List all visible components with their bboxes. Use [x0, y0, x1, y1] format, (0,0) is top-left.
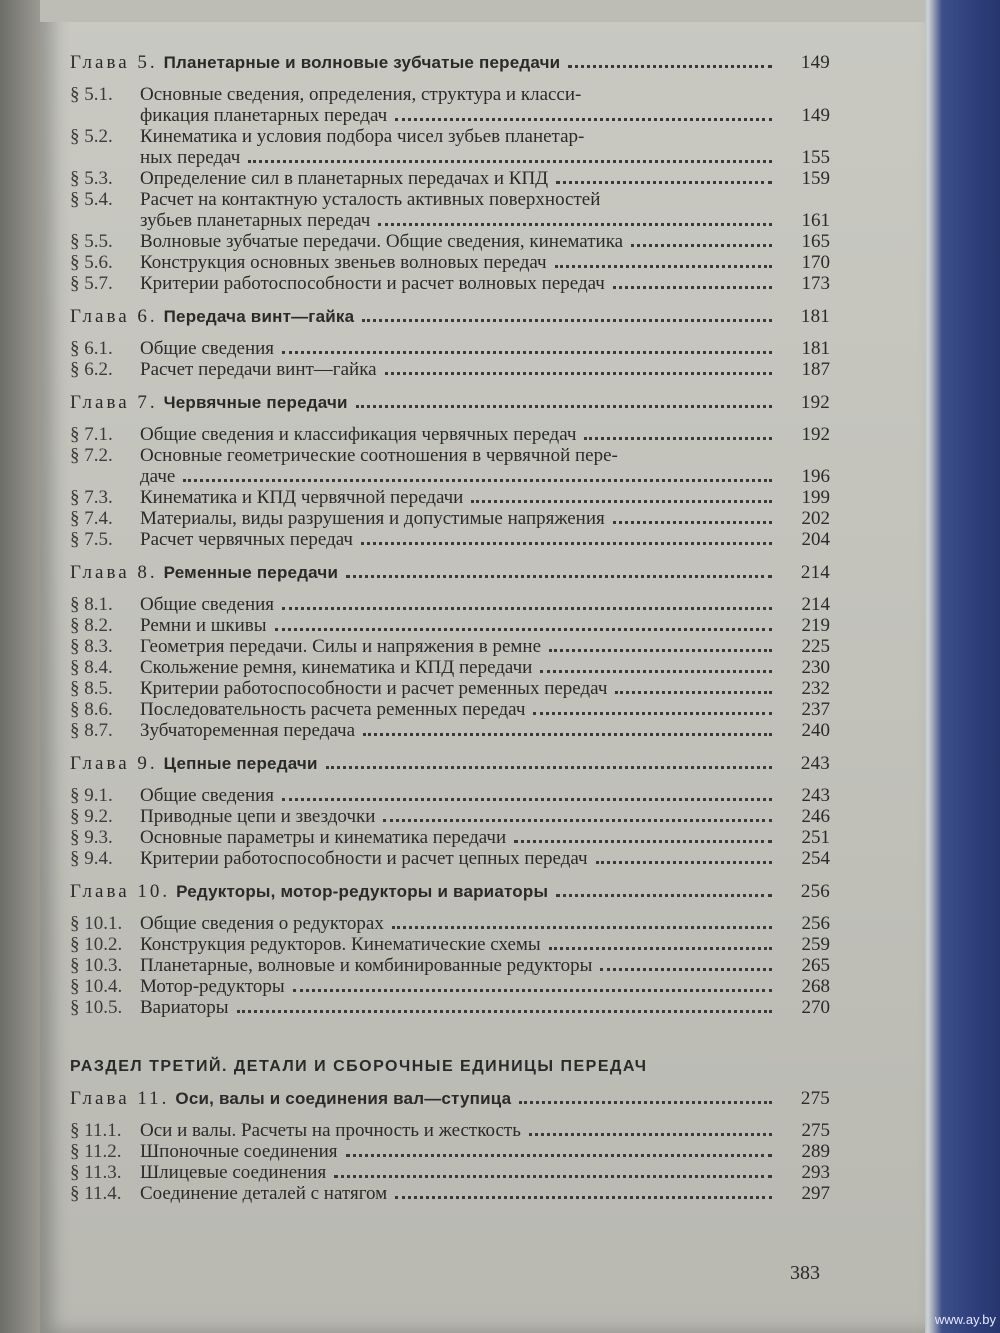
toc-section [70, 445, 830, 466]
toc-section [70, 1120, 830, 1141]
section-title: фикация планетарных передач [140, 105, 388, 126]
chapter-title: Ременные передачи [163, 563, 339, 582]
section-text [140, 976, 780, 997]
chapter-title: Цепные передачи [163, 754, 318, 773]
dot-leader [346, 1154, 772, 1157]
section-page: 161 [801, 210, 830, 231]
section-title: Основные параметры и кинематика передачи [140, 827, 507, 848]
section-page: 289 [801, 1141, 830, 1162]
section-title: Последовательность расчета ременных передач [140, 699, 526, 720]
toc-section [70, 827, 830, 848]
toc-chapter [70, 1088, 830, 1110]
dot-leader [282, 607, 772, 610]
dot-leader [549, 649, 772, 652]
section-text [140, 657, 780, 678]
toc-section [70, 785, 830, 806]
toc-section [70, 594, 830, 615]
chapter-page: 214 [800, 562, 830, 583]
dot-leader [395, 118, 772, 121]
toc-section [70, 147, 830, 168]
section-number: § 11.2. [70, 1141, 122, 1162]
section-page: 219 [801, 615, 830, 636]
section-number: § 7.3. [70, 487, 113, 508]
section-title: ных передач [140, 147, 241, 168]
section-number: § 11.1. [70, 1120, 122, 1141]
section-title: Расчет на контактную усталость активных поверхностей [140, 189, 601, 210]
section-page: 159 [801, 168, 830, 189]
toc-chapter [70, 306, 830, 328]
chapter-title: Оси, валы и соединения вал—ступица [175, 1089, 512, 1108]
section-text [140, 848, 780, 869]
section-number: § 8.2. [70, 615, 113, 636]
section-number: § 5.7. [70, 273, 113, 294]
dot-leader [362, 319, 772, 322]
dot-leader [529, 1133, 772, 1136]
dot-leader [555, 265, 772, 268]
table-of-contents [70, 40, 830, 1204]
dot-leader [392, 926, 772, 929]
section-page: 259 [801, 934, 830, 955]
chapter-label: Глава 10. [70, 881, 171, 902]
chapter-label: Глава 9. [70, 753, 158, 774]
toc-section [70, 678, 830, 699]
section-title: Шпоночные соединения [140, 1141, 338, 1162]
dot-leader [183, 479, 772, 482]
section-title: Расчет передачи винт—гайка [140, 359, 377, 380]
dot-leader [282, 798, 772, 801]
dot-leader [334, 1175, 772, 1178]
chapter-page: 192 [800, 392, 830, 413]
section-number: § 11.4. [70, 1183, 122, 1204]
section-text [140, 445, 780, 466]
dot-leader [556, 181, 772, 184]
section-number: § 8.3. [70, 636, 113, 657]
toc-section [70, 231, 830, 252]
section-page: 165 [801, 231, 830, 252]
section-page: 275 [801, 1120, 830, 1141]
section-text [140, 231, 780, 252]
toc-section [70, 955, 830, 976]
toc-section [70, 273, 830, 294]
section-number: § 5.1. [70, 84, 113, 105]
section-title: Шлицевые соединения [140, 1162, 327, 1183]
dot-leader [540, 670, 772, 673]
chapter-page: 243 [800, 753, 830, 774]
chapter-label: Глава 11. [70, 1088, 170, 1109]
dot-leader [519, 1101, 772, 1104]
section-title: Критерии работоспособности и расчет волновых передач [140, 273, 605, 294]
section-page: 246 [801, 806, 830, 827]
section-page: 256 [801, 913, 830, 934]
toc-section [70, 913, 830, 934]
section-text [140, 636, 780, 657]
dot-leader [613, 286, 772, 289]
toc-section [70, 359, 830, 380]
toc-section [70, 976, 830, 997]
dot-leader [584, 437, 772, 440]
section-title: Расчет червячных передач [140, 529, 353, 550]
section-page: 199 [801, 487, 830, 508]
section-text [140, 424, 780, 445]
toc-section [70, 210, 830, 231]
section-number: § 5.5. [70, 231, 113, 252]
section-page: 170 [801, 252, 830, 273]
toc-section [70, 699, 830, 720]
section-text [140, 189, 780, 210]
section-page: 293 [801, 1162, 830, 1183]
section-text [140, 273, 780, 294]
chapter-title: Передача винт—гайка [163, 307, 355, 326]
section-page: 251 [801, 827, 830, 848]
dot-leader [378, 223, 772, 226]
section-title: Общие сведения [140, 594, 275, 615]
section-title: Общие сведения [140, 338, 275, 359]
dot-leader [613, 521, 772, 524]
section-text [140, 487, 780, 508]
section-text [140, 168, 780, 189]
section-page: 268 [801, 976, 830, 997]
section-title: Зубчатоременная передача [140, 720, 356, 741]
section-title: Общие сведения о редукторах [140, 913, 384, 934]
dot-leader [549, 947, 772, 950]
page-number: 383 [790, 1262, 820, 1284]
section-number: § 8.5. [70, 678, 113, 699]
chapter-title: Червячные передачи [163, 393, 348, 412]
section-text [140, 699, 780, 720]
section-number: § 8.1. [70, 594, 113, 615]
section-title: Критерии работоспособности и расчет цепных передач [140, 848, 588, 869]
section-number: § 7.4. [70, 508, 113, 529]
toc-section [70, 529, 830, 550]
section-title: Определение сил в планетарных передачах и КПД [140, 168, 549, 189]
section-text [140, 210, 780, 231]
section-number: § 8.4. [70, 657, 113, 678]
section-title: Геометрия передачи. Силы и напряжения в ремне [140, 636, 542, 657]
dot-leader [631, 244, 772, 247]
page-shadow [0, 0, 40, 1333]
section-title: зубьев планетарных передач [140, 210, 371, 231]
toc-section [70, 806, 830, 827]
section-number: § 7.5. [70, 529, 113, 550]
toc-section [70, 168, 830, 189]
section-title: Общие сведения и классификация червячных передач [140, 424, 577, 445]
section-title: Планетарные, волновые и комбинированные редукторы [140, 955, 593, 976]
section-text [140, 1141, 780, 1162]
watermark: www.ay.by [934, 1312, 996, 1327]
section-title: даче [140, 466, 176, 487]
section-page: 204 [801, 529, 830, 550]
toc-section [70, 848, 830, 869]
toc-section [70, 1141, 830, 1162]
section-number: § 6.2. [70, 359, 113, 380]
toc-section [70, 636, 830, 657]
chapter-label: Глава 5. [70, 52, 158, 73]
section-title: Общие сведения [140, 785, 275, 806]
section-title: Конструкция редукторов. Кинематические схемы [140, 934, 541, 955]
dot-leader [395, 1196, 772, 1199]
toc-section [70, 189, 830, 210]
toc-section [70, 338, 830, 359]
dot-leader [533, 712, 772, 715]
section-title: Кинематика и КПД червячной передачи [140, 487, 464, 508]
section-number: § 10.3. [70, 955, 123, 976]
section-number: § 9.4. [70, 848, 113, 869]
section-number: § 7.2. [70, 445, 113, 466]
section-page: 225 [801, 636, 830, 657]
toc-section [70, 1183, 830, 1204]
section-title: Волновые зубчатые передачи. Общие сведения, кинематика [140, 231, 624, 252]
chapter-label: Глава 7. [70, 392, 158, 413]
toc-section [70, 252, 830, 273]
section-text [140, 1162, 780, 1183]
section-number: § 9.3. [70, 827, 113, 848]
section-page: 181 [801, 338, 830, 359]
dot-leader [471, 500, 772, 503]
toc-chapter [70, 562, 830, 584]
dot-leader [383, 819, 772, 822]
section-title: Конструкция основных звеньев волновых передач [140, 252, 547, 273]
section-page: 265 [801, 955, 830, 976]
section-title: Материалы, виды разрушения и допустимые напряжения [140, 508, 605, 529]
dot-leader [568, 65, 772, 68]
section-number: § 8.6. [70, 699, 113, 720]
chapter-title: Планетарные и волновые зубчатые передачи [163, 53, 561, 72]
section-page: 243 [801, 785, 830, 806]
section-number: § 5.4. [70, 189, 113, 210]
section-title: Критерии работоспособности и расчет ременных передач [140, 678, 608, 699]
toc-section [70, 466, 830, 487]
section-text [140, 913, 780, 934]
section-text [140, 1183, 780, 1204]
toc-section [70, 997, 830, 1018]
book-cover-edge [920, 0, 1000, 1333]
toc-section [70, 487, 830, 508]
toc-chapter [70, 52, 830, 74]
section-text [140, 1120, 780, 1141]
toc-section [70, 84, 830, 105]
section-text [140, 252, 780, 273]
section-text [140, 678, 780, 699]
section-number: § 8.7. [70, 720, 113, 741]
section-text [140, 827, 780, 848]
section-page: 192 [801, 424, 830, 445]
section-page: 254 [801, 848, 830, 869]
dot-leader [237, 1010, 772, 1013]
toc-section [70, 1162, 830, 1183]
section-text [140, 338, 780, 359]
section-text [140, 806, 780, 827]
section-number: § 9.1. [70, 785, 113, 806]
section-page: 202 [801, 508, 830, 529]
section-number: § 10.1. [70, 913, 123, 934]
section-title: Скольжение ремня, кинематика и КПД передачи [140, 657, 533, 678]
section-text [140, 934, 780, 955]
toc-chapter [70, 753, 830, 775]
section-page: 270 [801, 997, 830, 1018]
section-page: 187 [801, 359, 830, 380]
section-page: 297 [801, 1183, 830, 1204]
section-text [140, 529, 780, 550]
section-title: Вариаторы [140, 997, 229, 1018]
dot-leader [346, 575, 772, 578]
section-number: § 10.2. [70, 934, 123, 955]
dot-leader [600, 968, 772, 971]
dot-leader [514, 840, 772, 843]
section-number: § 6.1. [70, 338, 113, 359]
toc-section [70, 126, 830, 147]
section-title: Приводные цепи и звездочки [140, 806, 376, 827]
section-title: Соединение деталей с натягом [140, 1183, 388, 1204]
section-page: 149 [801, 105, 830, 126]
dot-leader [326, 766, 772, 769]
toc-section [70, 105, 830, 126]
dot-leader [248, 160, 772, 163]
chapter-page: 181 [800, 306, 830, 327]
section-number: § 5.2. [70, 126, 113, 147]
toc-section [70, 720, 830, 741]
dot-leader [282, 351, 772, 354]
section-text [140, 84, 780, 105]
chapter-page: 275 [800, 1088, 830, 1109]
page-top-edge [40, 0, 925, 22]
section-text [140, 105, 780, 126]
dot-leader [356, 405, 772, 408]
section-title: Основные сведения, определения, структура и класси- [140, 84, 582, 105]
section-number: § 10.4. [70, 976, 123, 997]
dot-leader [615, 691, 772, 694]
section-text [140, 126, 780, 147]
chapter-title: Редукторы, мотор-редукторы и вариаторы [176, 882, 549, 901]
dot-leader [596, 861, 772, 864]
dot-leader [385, 372, 772, 375]
chapter-label: Глава 8. [70, 562, 158, 583]
section-text [140, 785, 780, 806]
section-text [140, 466, 780, 487]
section-text [140, 997, 780, 1018]
section-number: § 11.3. [70, 1162, 122, 1183]
part-heading: РАЗДЕЛ ТРЕТИЙ. ДЕТАЛИ И СБОРОЧНЫЕ ЕДИНИЦЫ ПЕРЕДАЧ [70, 1058, 648, 1075]
section-page: 173 [801, 273, 830, 294]
section-text [140, 359, 780, 380]
section-title: Основные геометрические соотношения в червячной пере- [140, 445, 618, 466]
section-text [140, 720, 780, 741]
section-number: § 5.3. [70, 168, 113, 189]
section-title: Оси и валы. Расчеты на прочность и жесткость [140, 1120, 521, 1141]
chapter-page: 149 [800, 52, 830, 73]
toc-section [70, 424, 830, 445]
section-title: Мотор-редукторы [140, 976, 285, 997]
section-page: 240 [801, 720, 830, 741]
toc-chapter [70, 392, 830, 414]
chapter-page: 256 [800, 881, 830, 902]
section-title: Ремни и шкивы [140, 615, 267, 636]
dot-leader [363, 733, 772, 736]
section-number: § 10.5. [70, 997, 123, 1018]
dot-leader [556, 894, 772, 897]
dot-leader [293, 989, 772, 992]
section-text [140, 615, 780, 636]
section-text [140, 594, 780, 615]
section-page: 214 [801, 594, 830, 615]
section-text [140, 508, 780, 529]
toc-section [70, 934, 830, 955]
toc-chapter [70, 881, 830, 903]
toc-section [70, 508, 830, 529]
section-number: § 9.2. [70, 806, 113, 827]
dot-leader [361, 542, 772, 545]
section-page: 237 [801, 699, 830, 720]
dot-leader [275, 628, 772, 631]
section-page: 155 [801, 147, 830, 168]
section-page: 232 [801, 678, 830, 699]
chapter-label: Глава 6. [70, 306, 158, 327]
section-number: § 7.1. [70, 424, 113, 445]
section-text [140, 955, 780, 976]
toc-section [70, 615, 830, 636]
section-page: 196 [801, 466, 830, 487]
section-number: § 5.6. [70, 252, 113, 273]
section-page: 230 [801, 657, 830, 678]
section-title: Кинематика и условия подбора чисел зубьев планетар- [140, 126, 585, 147]
toc-section [70, 657, 830, 678]
section-text [140, 147, 780, 168]
